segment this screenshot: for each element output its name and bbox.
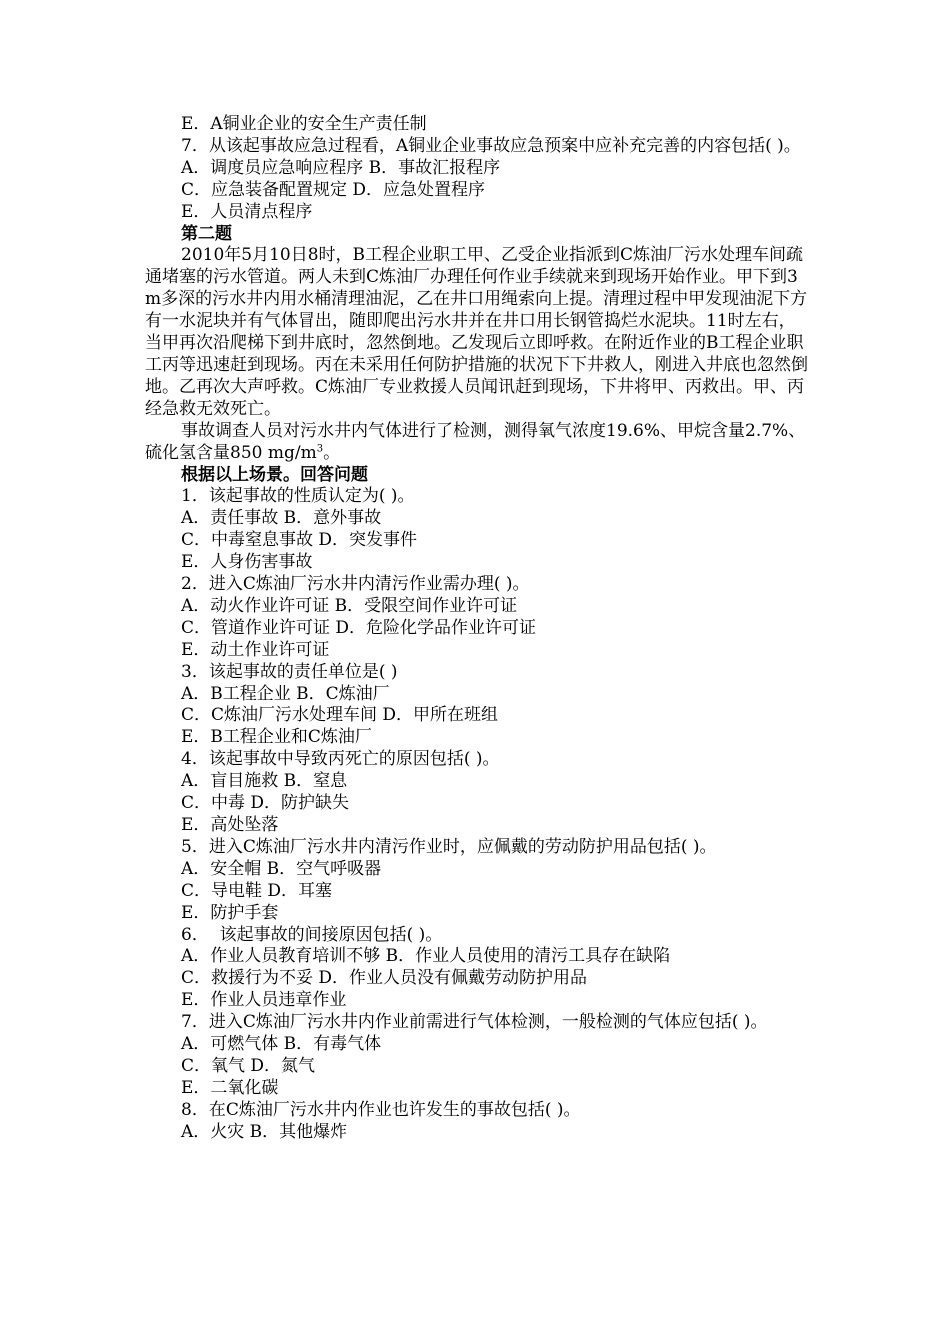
sentence-end: 。	[323, 442, 341, 463]
option-text: C．救援行为不妥 D．作业人员没有佩戴劳动防护用品	[181, 968, 588, 989]
question-text: 3．该起事故的责任单位是( )	[181, 661, 398, 682]
scenario-paragraph: 2010年5月10日8时，B工程企业职工甲、乙受企业指派到C炼油厂污水处理车间疏通堵塞的污水管道。两人未到C炼油厂办理任何作业手续就来到现场开始作业。甲下到3 m多深的污水井内用水桶清理油泥，乙在井口用绳索向上提。清理过程中甲发现油泥下方有一水泥块并有气体冒出，随即爬出污水井并在井口用长钢管捣烂水泥块。11时左右，当甲再次沿爬梯下到井底时，忽然倒地。乙发现后立即呼救。在附近作业的B工程企业职工丙等迅速赶到现场。丙在未采用任何防护措施的状况下下井救人，刚进入井底也忽然倒地。乙再次大声呼救。C炼油厂专业救援人员闻讯赶到现场，下井将甲、丙救出。甲、丙经急救无效死亡。	[145, 245, 808, 419]
option-text: E．A铜业企业的安全生产责任制	[181, 114, 427, 134]
question-text: 5．进入C炼油厂污水井内清污作业时，应佩戴的劳动防护用品包括( )。	[181, 836, 717, 857]
question-text: 1．该起事故的性质认定为( )。	[181, 486, 415, 507]
option-text: A．责任事故 B．意外事故	[181, 508, 382, 529]
gas-measurement-paragraph	[145, 421, 810, 465]
option-text: C．应急装备配置规定 D．应急处置程序	[181, 179, 486, 200]
option-text: E．防护手套	[181, 902, 279, 923]
superscript: 3	[316, 442, 324, 454]
option-text: E．二氧化碳	[181, 1077, 279, 1098]
question-text: 8．在C炼油厂污水井内作业也许发生的事故包括( )。	[181, 1099, 581, 1120]
option-text: A．安全帽 B．空气呼吸器	[181, 858, 382, 879]
option-text: C．管道作业许可证 D．危险化学品作业许可证	[181, 617, 537, 638]
section-heading: 第二题	[181, 223, 232, 244]
option-text: E．人身伤害事故	[181, 552, 313, 573]
option-text: E．动土作业许可证	[181, 639, 330, 660]
option-text: C．氧气 D．氮气	[181, 1055, 316, 1076]
option-text: C．中毒窒息事故 D．突发事件	[181, 530, 418, 551]
option-text: A．作业人员教育培训不够 B．作业人员使用的清污工具存在缺陷	[181, 946, 671, 967]
question-text: 2．进入C炼油厂污水井内清污作业需办理( )。	[181, 574, 530, 595]
option-text: A．火灾 B．其他爆炸	[181, 1121, 348, 1142]
question-text: 7．从该起事故应急过程看，A铜业企业事故应急预案中应补充完善的内容包括( )。	[181, 135, 801, 156]
option-text: C．中毒 D．防护缺失	[181, 793, 350, 814]
option-text: A．B工程企业 B．C炼油厂	[181, 683, 390, 704]
document-page	[145, 114, 810, 1144]
option-text: A．动火作业许可证 B．受限空间作业许可证	[181, 595, 518, 616]
option-text: E．作业人员违章作业	[181, 990, 347, 1011]
instruction-heading: 根据以上场景。回答问题	[181, 464, 368, 485]
option-text: A．调度员应急响应程序 B．事故汇报程序	[181, 157, 501, 178]
option-text: E．B工程企业和C炼油厂	[181, 727, 372, 748]
question-text: 7．进入C炼油厂污水井内作业前需进行气体检测，一般检测的气体应包括( )。	[181, 1012, 768, 1033]
question-text: 4．该起事故中导致丙死亡的原因包括( )。	[181, 749, 500, 770]
measurement-text: 事故调查人员对污水井内气体进行了检测，测得氧气浓度19.6%、甲烷含量2.7%、硫化氢含量850 mg/m	[145, 420, 806, 463]
option-text: A．盲目施救 B．窒息	[181, 771, 348, 792]
option-text: E．人员清点程序	[181, 201, 313, 222]
question-text: 6． 该起事故的间接原因包括( )。	[181, 924, 443, 945]
option-text: A．可燃气体 B．有毒气体	[181, 1034, 382, 1055]
option-text: E．高处坠落	[181, 815, 279, 835]
option-text: C．C炼油厂污水处理车间 D．甲所在班组	[181, 705, 499, 726]
option-text: C．导电鞋 D．耳塞	[181, 880, 333, 901]
